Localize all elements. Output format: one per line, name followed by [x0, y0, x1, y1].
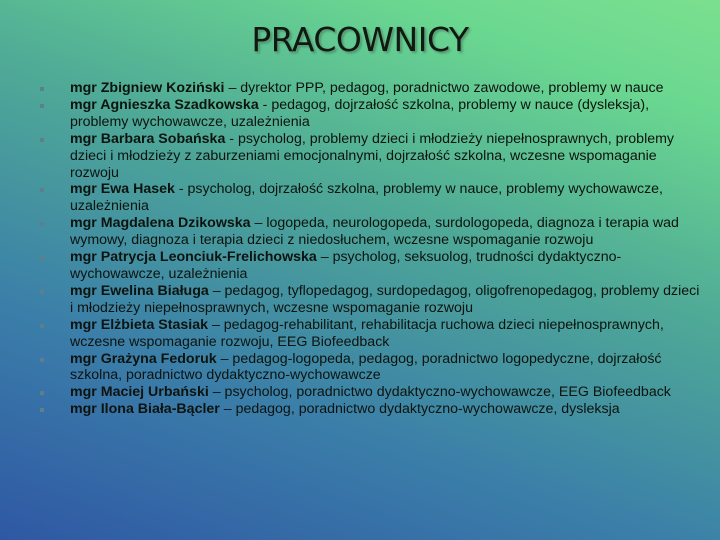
staff-name: mgr Patrycja Leonciuk-Frelichowska: [70, 249, 317, 266]
staff-item: [44, 401, 704, 418]
staff-name: mgr Barbara Sobańska: [70, 130, 226, 147]
bullet-icon: [40, 324, 44, 328]
staff-item: [44, 80, 704, 97]
staff-description: - pedagog, dojrzałość szkolna, problemy w nauce (dysleksja), problemy wychowawcze, uzależnienia: [70, 96, 650, 130]
staff-description: – pedagog-logopeda, pedagog, poradnictwo logopedyczne, dojrzałość szkolna, poradnictwo dydaktyczno-wychowawcze: [70, 350, 662, 384]
staff-name: mgr Magdalena Dzikowska: [70, 215, 251, 232]
staff-description: – psycholog, seksuolog, trudności dydaktyczno-wychowawcze, uzależnienia: [70, 249, 622, 282]
staff-name: mgr Maciej Urbański: [70, 384, 209, 401]
staff-description: – pedagog, poradnictwo dydaktyczno-wychowawcze, dysleksja: [219, 401, 620, 418]
staff-item: [44, 131, 704, 182]
bullet-icon: [40, 188, 44, 192]
staff-name: mgr Agnieszka Szadkowska: [70, 96, 259, 113]
bullet-icon: [40, 87, 44, 91]
staff-name: mgr Ewelina Białuga: [70, 282, 209, 299]
bullet-icon: [40, 391, 44, 395]
staff-item: [44, 181, 704, 215]
staff-description: – psycholog, poradnictwo dydaktyczno-wychowawcze, EEG Biofeedback: [208, 384, 671, 401]
staff-item: [44, 351, 704, 385]
staff-name: mgr Elżbieta Stasiak: [70, 316, 208, 333]
staff-name: mgr Ilona Biała-Bącler: [70, 401, 220, 418]
bullet-icon: [40, 290, 44, 294]
staff-description: – dyrektor PPP, pedagog, poradnictwo zawodowe, problemy w nauce: [224, 80, 664, 96]
bullet-icon: [40, 358, 44, 362]
staff-name: mgr Ewa Hasek: [70, 181, 175, 198]
staff-description: – pedagog, tyflopedagog, surdopedagog, oligofrenopedagog, problemy dzieci i młodzieży niepełnosprawnych, wczesne wspomaganie rozwoju: [70, 282, 700, 316]
staff-item: [44, 384, 704, 401]
staff-description: – logopeda, neurologopeda, surdologopeda, diagnoza i terapia wad wymowy, diagnoza i terapia dzieci z niedosłuchem, wczesne wspomaganie rozwoju: [70, 215, 679, 249]
staff-name: mgr Zbigniew Koziński: [70, 80, 225, 96]
staff-description: - psycholog, dojrzałość szkolna, problemy w nauce, problemy wychowawcze, uzależnienia: [70, 181, 663, 215]
staff-description: – pedagog-rehabilitant, rehabilitacja ruchowa dzieci niepełnosprawnych, wczesne wspomaganie rozwoju, EEG Biofeedback: [70, 316, 664, 350]
staff-item: [44, 249, 704, 283]
staff-item: [44, 283, 704, 317]
staff-item: [44, 215, 704, 249]
staff-list: [44, 80, 704, 418]
bullet-icon: [40, 222, 44, 226]
bullet-icon: [40, 256, 44, 260]
staff-description: - psycholog, problemy dzieci i młodzieży niepełnosprawnych, problemy dzieci i młodzieży z zaburzeniami emocjonalnymi, dojrzałość szkolna, wczesne wspomaganie rozwoju: [70, 130, 675, 181]
staff-item: [44, 97, 704, 131]
staff-name: mgr Grażyna Fedoruk: [70, 350, 217, 367]
bullet-icon: [40, 408, 44, 412]
bullet-icon: [40, 104, 44, 108]
slide-title: PRACOWNICY: [251, 20, 469, 59]
bullet-icon: [40, 138, 44, 142]
staff-item: [44, 317, 704, 351]
